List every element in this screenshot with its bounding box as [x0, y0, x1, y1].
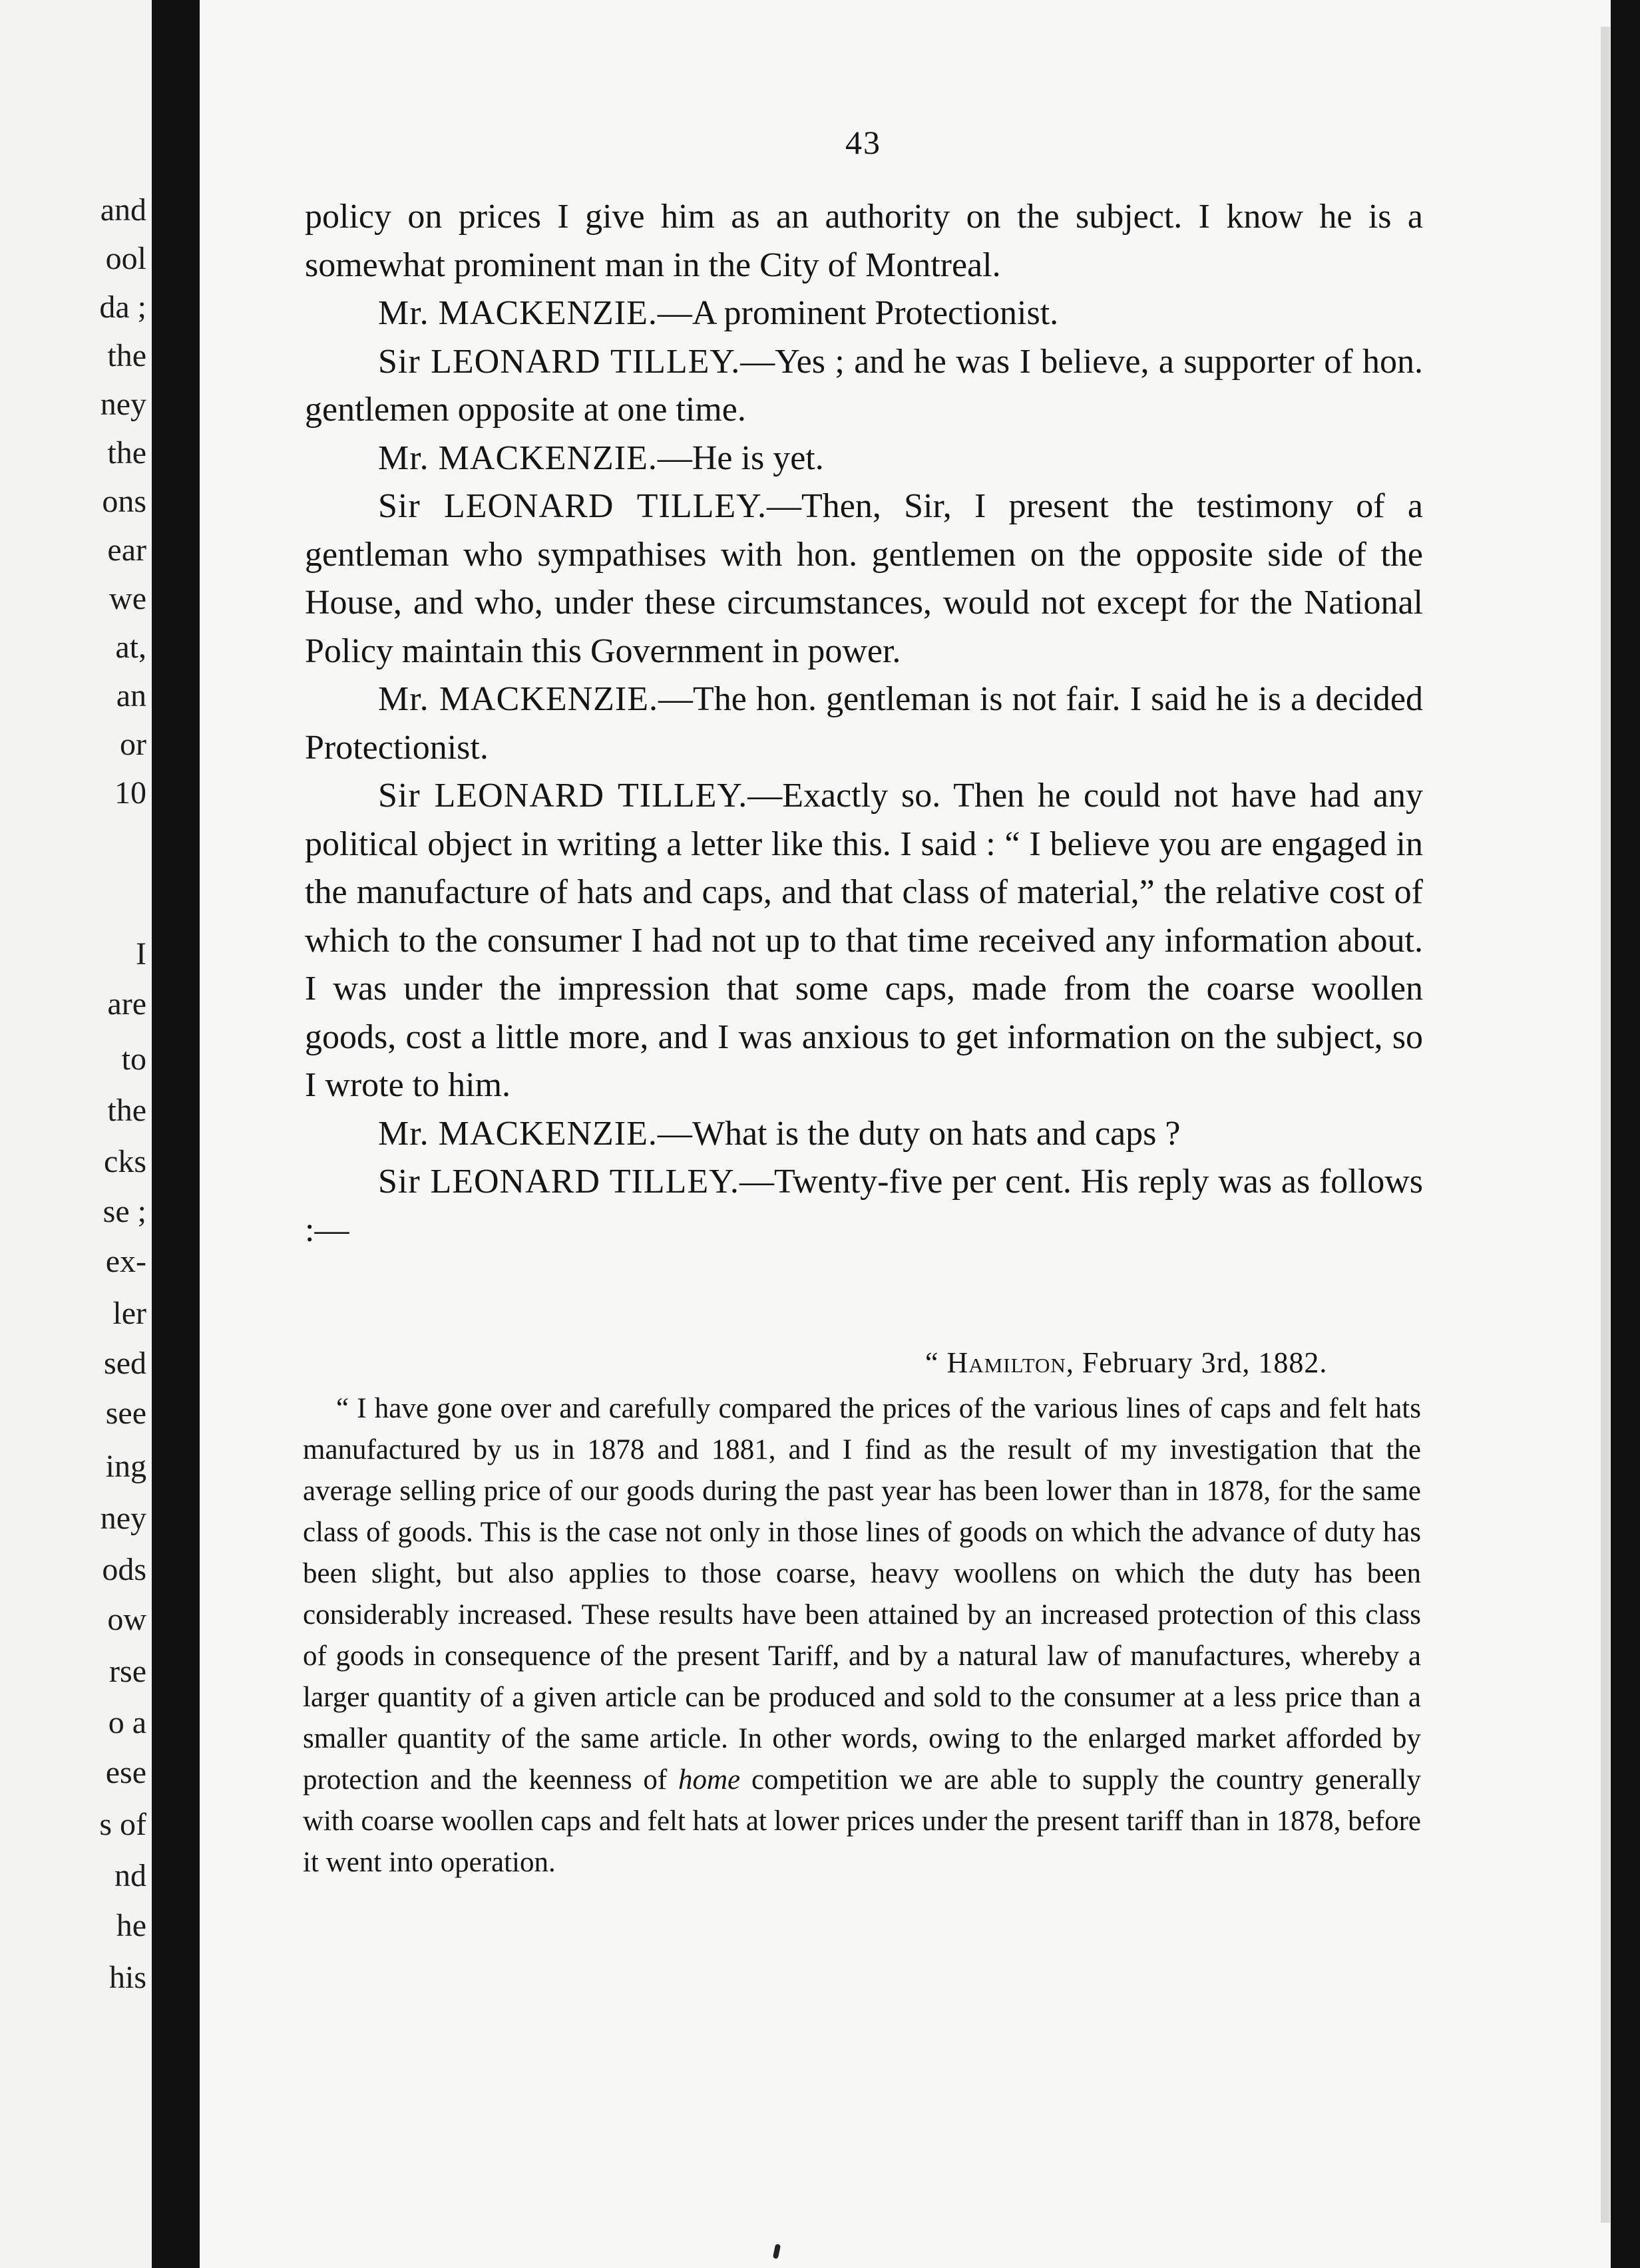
facing-page-fragment [0, 0, 152, 2268]
paragraph-text: —Exactly so. Then he could not have had any political object in writing a letter like this. I said : “ I believe you are engaged in the manufacture of hats and caps, and that class of material,” the relative cost of which to the consumer I had not up to that time received any information about. I was under the impression that some caps, made from the coarse woollen goods, cost a little more, and I was anxious to get information on the subject, so I wrote to him. [305, 777, 1423, 1104]
paragraph [305, 772, 1423, 1110]
facing-page-text: he [116, 1908, 146, 1943]
facing-page-text: ool [105, 241, 146, 276]
letter-paragraph [303, 1388, 1421, 1883]
paragraph [305, 193, 1423, 289]
facing-page-text: rse [109, 1654, 146, 1689]
paragraph-text: —What is the duty on hats and caps ? [657, 1114, 1181, 1153]
page-number: 43 [845, 124, 881, 161]
facing-page-text: o a [108, 1705, 146, 1740]
speaker-name: Mr. MACKENZIE. [378, 680, 659, 718]
paragraph-text: —A prominent Protectionist. [657, 294, 1059, 332]
page-edge [1601, 27, 1610, 2223]
body-text [305, 193, 1423, 1254]
facing-page-text: 10 [114, 775, 146, 811]
facing-page-text: or [120, 727, 146, 762]
facing-page-text: cks [104, 1144, 146, 1179]
facing-page-text: to [121, 1041, 146, 1077]
facing-page-text: ex- [105, 1244, 146, 1279]
letter-emphasis: home [678, 1764, 741, 1796]
facing-page-text: ney [100, 387, 146, 422]
speaker-name: Mr. MACKENZIE. [378, 439, 658, 477]
facing-page-text: ese [105, 1755, 146, 1790]
facing-page-text: nd [114, 1858, 146, 1893]
facing-page-text: his [108, 1960, 146, 1995]
paragraph [305, 482, 1423, 675]
facing-page-text: sed [104, 1346, 146, 1381]
paragraph [305, 338, 1423, 435]
letter-dateline [925, 1346, 1327, 1380]
paragraph-text: —Then, Sir, I present the testimony of a gentleman who sympathises with hon. gentlemen on the opposite side of the House, and who, under these circumstances, would not except for the National Policy maintain this Government in power. [305, 487, 1424, 670]
dateline-date: February 3rd, 1882. [1074, 1346, 1328, 1379]
speaker-name: Sir LEONARD TILLEY. [378, 777, 748, 815]
facing-page-text: and [100, 192, 146, 228]
paragraph [305, 675, 1423, 772]
facing-page-text: s of [99, 1807, 146, 1842]
facing-page-text: the [107, 435, 146, 471]
speaker-name: Sir LEONARD TILLEY. [378, 487, 767, 525]
paragraph [305, 289, 1423, 338]
facing-page-text: ing [105, 1449, 146, 1484]
paragraph [305, 435, 1423, 483]
facing-page-text: at, [115, 630, 146, 665]
facing-page-text: an [116, 678, 146, 713]
facing-page-text: see [105, 1396, 146, 1431]
dateline-place: “ Hamilton, [925, 1346, 1074, 1379]
facing-page-text: I [136, 936, 146, 972]
speaker-name: Mr. MACKENZIE. [378, 294, 658, 332]
facing-page-text: we [109, 581, 146, 616]
facing-page-text: the [107, 1093, 146, 1128]
facing-page-text: ons [102, 484, 146, 519]
paragraph [305, 1110, 1423, 1159]
facing-page-text: ow [107, 1602, 146, 1637]
facing-page-text: se ; [102, 1194, 146, 1229]
paragraph-text: —He is yet. [657, 439, 824, 477]
facing-page-text: ear [107, 532, 146, 568]
facing-page-text: da ; [99, 289, 146, 325]
facing-page-text: are [107, 986, 146, 1022]
speaker-name: Mr. MACKENZIE. [378, 1114, 658, 1153]
facing-page-text: ler [112, 1296, 146, 1331]
speaker-name: Sir LEONARD TILLEY. [378, 342, 741, 381]
paragraph [305, 1158, 1423, 1254]
facing-page-text: the [107, 338, 146, 373]
quoted-letter [303, 1388, 1421, 1883]
paragraph-text: —The hon. gentleman is not fair. I said he is a decided Protectionist. [305, 680, 1423, 767]
paragraph-text: policy on prices I give him as an authority on the subject. I know he is a somewhat prominent man in the City of Montreal. [305, 198, 1423, 284]
facing-page-text: ods [102, 1552, 146, 1587]
paragraph-text: —Twenty-five per cent. His reply was as follows :— [305, 1163, 1423, 1249]
letter-text: “ I have gone over and carefully compared the prices of the various lines of caps and felt hats manufactured by us in 1878 and 1881, and I find as the result of my investigation that the average selling price of our goods during the past year has been lower than in 1878, for the same class of goods. This is the case not only in those lines of goods on which the advance of duty has been slight, but also applies to those coarse, heavy woollens on which the duty has been considerably increased. These results have been attained by an increased protection of this class of goods in consequence of the present Tariff, and by a natural law of manufactures, whereby a larger quantity of a given article can be produced and sold to the consumer at a less price than a smaller quantity of the same article. In other words, owing to the enlarged market afforded by protection and the keenness of [303, 1393, 1421, 1796]
facing-page-text: ney [100, 1501, 146, 1536]
paragraph-text: —Yes ; and he was I believe, a supporter of hon. gentlemen opposite at one time. [305, 342, 1423, 429]
letter-text: competition we are able to supply the country generally with coarse woollen caps and felt hats at lower prices under the present tariff than in 1878, before it went into operation. [303, 1764, 1421, 1878]
speaker-name: Sir LEONARD TILLEY. [378, 1163, 739, 1201]
